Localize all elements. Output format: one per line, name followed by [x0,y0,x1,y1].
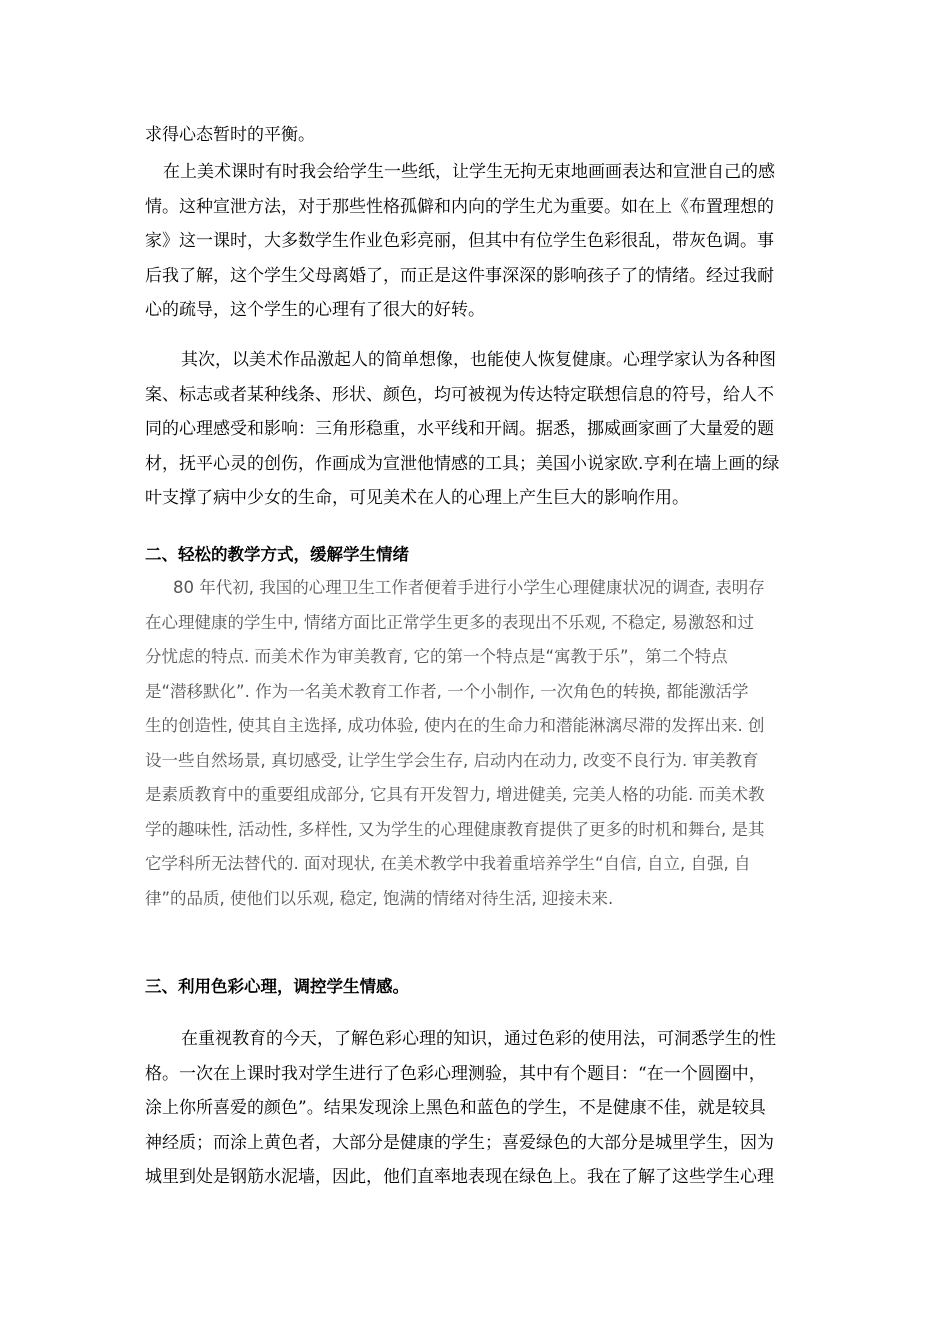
text-line: 城里到处是钢筋水泥墙，因此，他们直率地表现在绿色上。我在了解了这些学生心理 [145,1167,774,1187]
text-line: 案、标志或者某种线条、形状、颜色，均可被视为传达特定联想信息的符号，给人不 [145,384,774,405]
text-line: 涂上你所喜爱的颜色”。结果发现涂上黑色和蓝色的学生，不是健康不佳，就是较具 [145,1098,766,1118]
text-line: 设一些自然场景, 真切感受, 让学生学会生存, 启动内在动力, 改变不良行为. 审美教育 [145,750,759,770]
text-line: 在上美术课时有时我会给学生一些纸，让学生无拘无束地画画表达和宣泄自己的感 [163,162,775,182]
text-line: 80 年代初, 我国的心理卫生工作者便着手进行小学生心理健康状况的调查, 表明存 [173,578,765,597]
text-line: 学的趣味性, 活动性, 多样性, 又为学生的心理健康教育提供了更多的时机和舞台, 是其 [145,819,765,839]
section-heading-3: 三、利用色彩心理，调控学生情感。 [145,977,409,996]
text-line: 家》这一课时，大多数学生作业色彩亮丽，但其中有位学生色彩很乱，带灰色调。事 [145,231,774,251]
text-line: 格。一次在上课时我对学生进行了色彩心理测验，其中有个题目：“在一个圆圈中， [145,1063,766,1084]
text-line: 求得心态暂时的平衡。 [145,125,315,145]
paragraph-4 [145,571,865,916]
paragraph-1 [145,118,865,153]
paragraph-2 [145,155,865,328]
text-line: 在心理健康的学生中, 情绪方面比正常学生更多的表现出不乐观, 不稳定, 易激怒和过 [145,612,754,632]
text-line: 后我了解，这个学生父母离婚了，而正是这件事深深的影响孩子了的情绪。经过我耐 [145,265,774,286]
text-line: 其次，以美术作品激起人的简单想像，也能使人恢复健康。心理学家认为各种图 [181,350,776,370]
text-line: 在重视教育的今天，了解色彩心理的知识，通过色彩的使用法，可洞悉学生的性 [181,1029,776,1049]
text-line: 律”的品质, 使他们以乐观, 稳定, 饱满的情绪对待生活, 迎接未来. [145,888,614,908]
text-line: 是“潜移默化”. 作为一名美术教育工作者, 一个小制作, 一次角色的转换, 都能激活学 [145,681,749,701]
text-line: 同的心理感受和影响：三角形稳重，水平线和开阔。据悉，挪威画家画了大量爱的题 [145,419,774,439]
text-line: 神经质；而涂上黄色者，大部分是健康的学生；喜爱绿色的大部分是城里学生，因为 [145,1132,774,1153]
text-line: 它学科所无法替代的. 面对现状, 在美术教学中我着重培养学生“自信, 自立, 自强, 自 [145,854,751,873]
text-line: 分忧虑的特点. 而美术作为审美教育, 它的第一个特点是“寓教于乐”，第二个特点 [145,647,728,666]
section-heading-2: 二、轻松的教学方式，缓解学生情绪 [145,545,409,564]
text-line: 心的疏导，这个学生的心理有了很大的好转。 [145,300,485,320]
text-line: 生的创造性, 使其自主选择, 成功体验, 使内在的生命力和潜能淋漓尽滞的发挥出来. 创 [145,716,765,735]
text-line: 叶支撑了病中少女的生命，可见美术在人的心理上产生巨大的影响作用。 [145,488,689,508]
text-line: 材，抚平心灵的创伤，作画成为宣泄他情感的工具；美国小说家欧.亨利在墙上画的绿 [145,453,780,474]
paragraph-3 [145,343,865,516]
text-line: 是素质教育中的重要组成部分, 它具有开发智力, 增进健美, 完美人格的功能. 而美术教 [145,785,765,804]
text-line: 情。这种宣泄方法，对于那些性格孤僻和内向的学生尤为重要。如在上《布置理想的 [145,196,774,217]
paragraph-5 [145,1022,865,1195]
